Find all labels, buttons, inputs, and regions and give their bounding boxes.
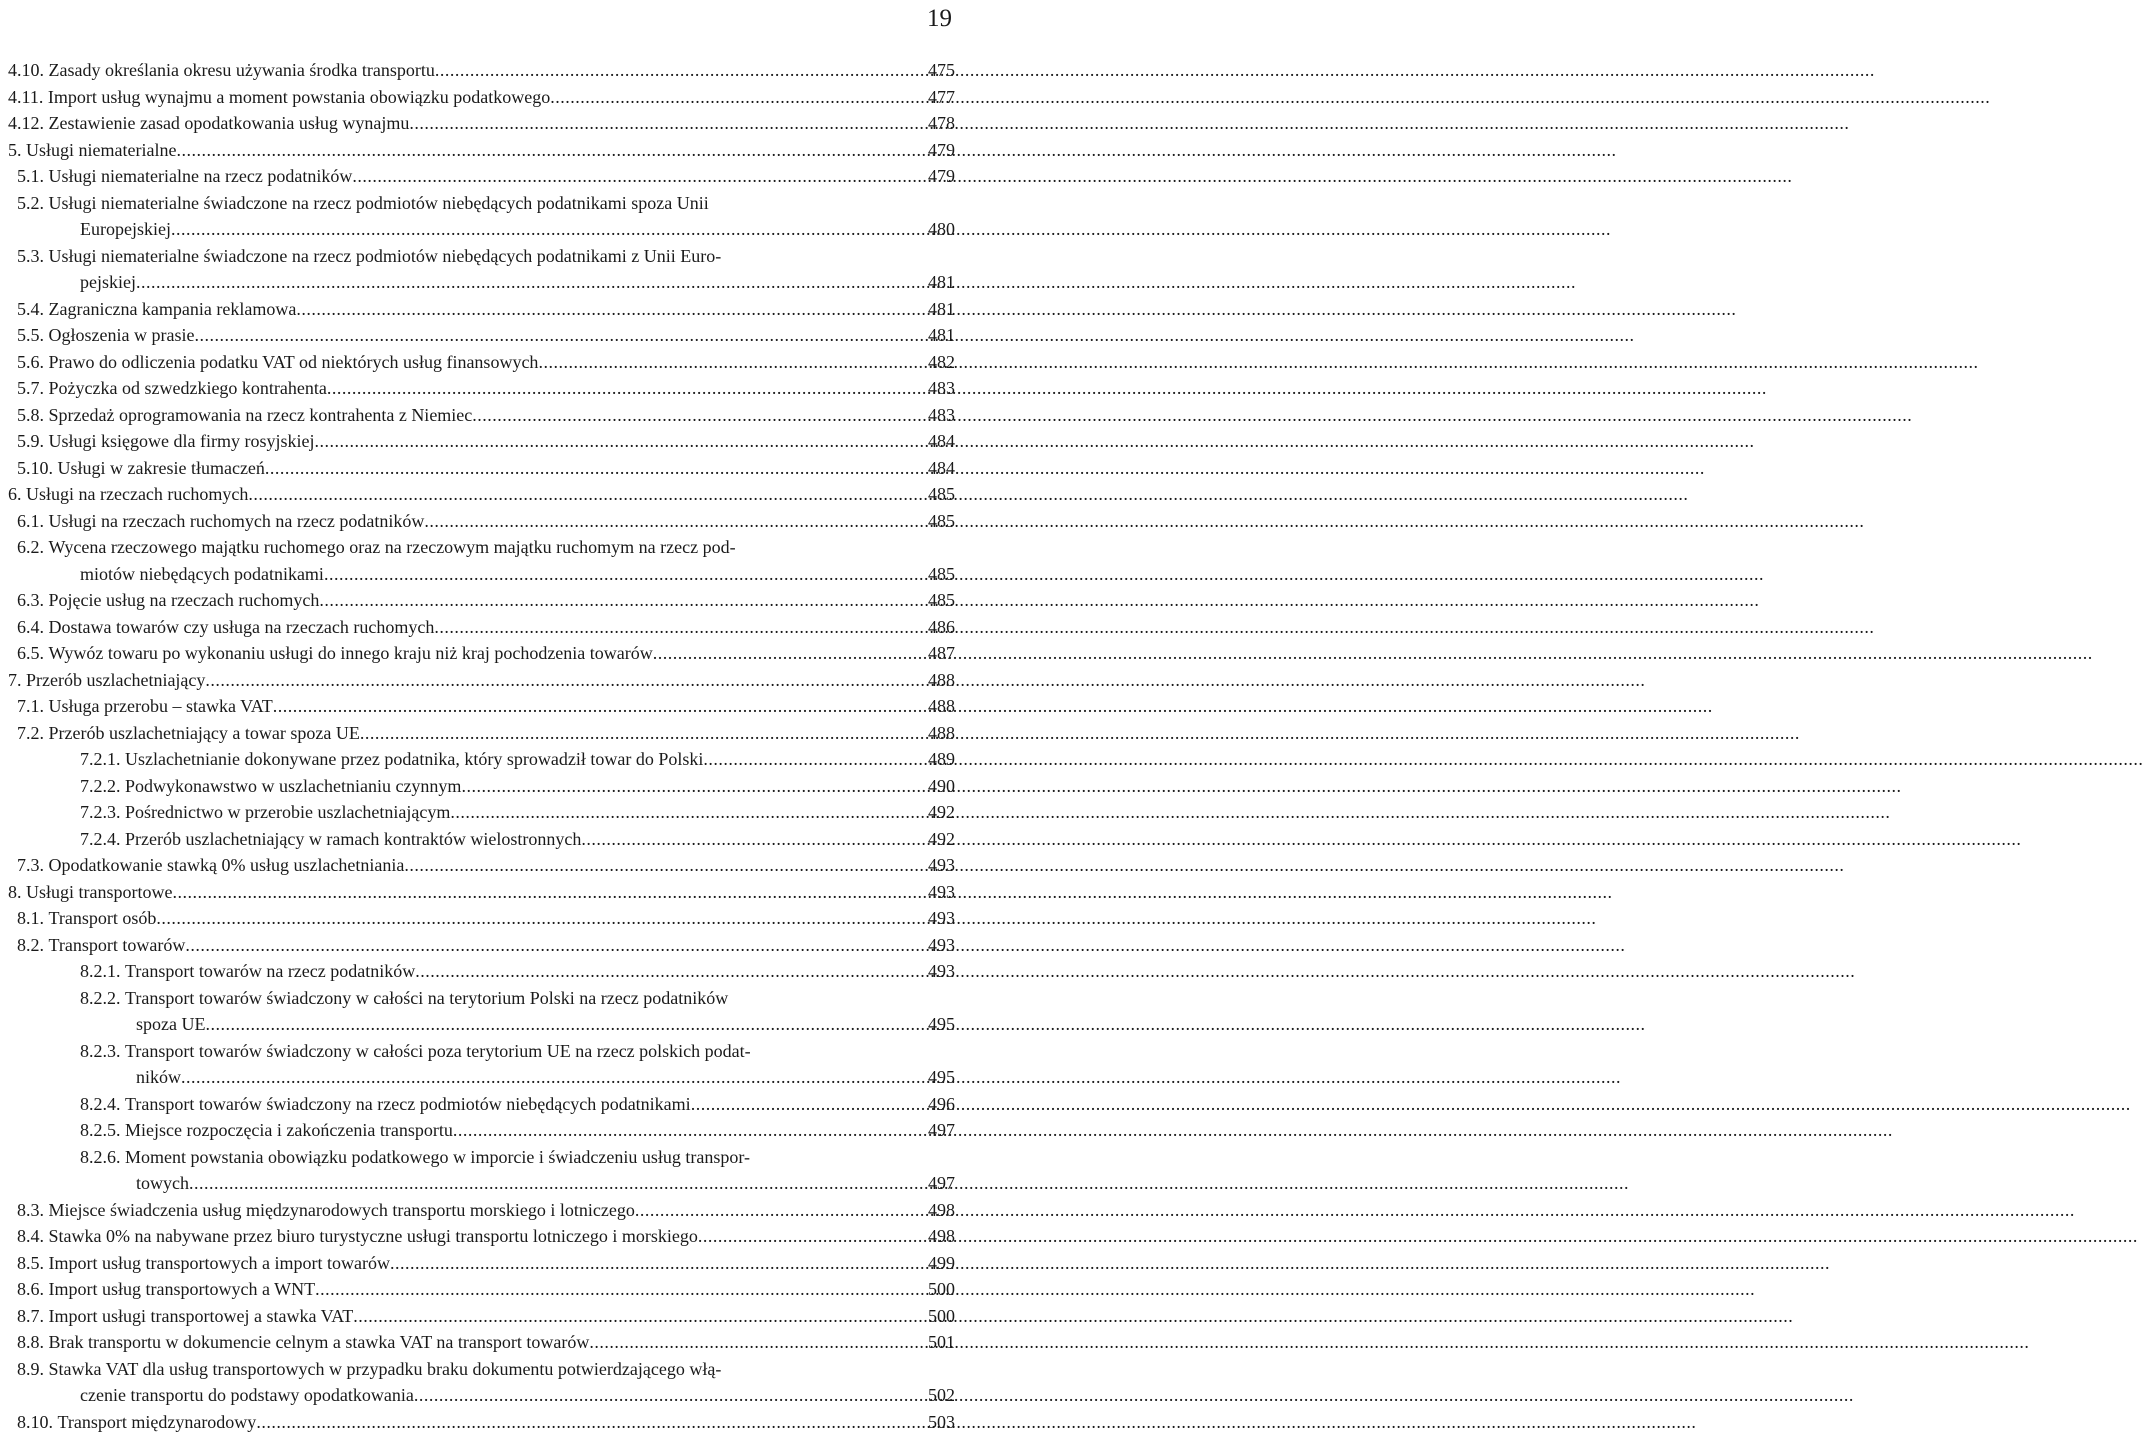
toc-entry [8, 110, 955, 137]
toc-entry [8, 1038, 955, 1065]
toc-entry-page: 500 [928, 1279, 955, 1299]
toc-entry-continuation [8, 1011, 955, 1038]
dot-leader [296, 296, 926, 323]
toc-entry [8, 481, 955, 508]
toc-entry [8, 826, 955, 853]
dot-leader [414, 1382, 926, 1409]
toc-entry-page: 502 [928, 1385, 955, 1405]
toc-entry-number: 7.1. [17, 696, 49, 716]
dot-leader [472, 402, 926, 429]
toc-entry-continuation [8, 216, 955, 243]
toc-entry-title: Ogłoszenia w prasie [48, 325, 195, 345]
toc-entry [8, 296, 955, 323]
dot-leader [434, 614, 926, 641]
toc-entry [8, 375, 955, 402]
toc-entry-page: 477 [928, 86, 955, 107]
toc-entry-title: Transport międzynarodowy [57, 1411, 257, 1432]
toc-entry-number: 5.9. [17, 431, 49, 451]
toc-entry-title: Przerób uszlachetniający w ramach kontraktów wielostronnych [125, 828, 582, 849]
toc-entry [8, 1144, 955, 1171]
toc-entry-title: towych [136, 1173, 189, 1193]
toc-entry-title: ników [136, 1067, 181, 1087]
toc-entry [8, 746, 955, 773]
dot-leader [353, 1303, 926, 1330]
dot-leader [194, 322, 926, 349]
toc-entry-page: 479 [928, 139, 955, 160]
toc-entry-number: 6.3. [17, 590, 49, 610]
page-number: 19 [927, 5, 952, 32]
dot-leader [653, 640, 926, 667]
toc-entry [8, 852, 955, 879]
toc-entry [8, 243, 955, 270]
toc-entry-number: 8.1. [17, 908, 49, 928]
dot-leader [248, 481, 926, 508]
toc-entry-page: 481 [928, 272, 955, 292]
toc-entry-title: Import usługi transportowej a stawka VAT [48, 1305, 354, 1326]
toc-entry-number: 6.1. [17, 510, 49, 531]
dot-leader [538, 349, 926, 376]
toc-entry [8, 402, 955, 429]
toc-entry-number: 4.12. [8, 113, 49, 133]
toc-entry-number: 4.10. [8, 60, 49, 80]
toc-entry-page: 484 [928, 457, 955, 478]
toc-entry-continuation [8, 1382, 955, 1409]
toc-entry-title: Transport osób [48, 908, 157, 928]
toc-entry-number: 7.2.3. [80, 802, 125, 822]
toc-entry-page: 479 [928, 166, 955, 186]
dot-leader [461, 773, 926, 800]
toc-entry-title: Europejskiej [80, 219, 171, 239]
dot-leader [589, 1329, 926, 1356]
dot-leader [181, 1064, 926, 1091]
toc-entry-number: 6.2. [17, 537, 49, 557]
toc-entry-number: 8. [8, 881, 26, 902]
dot-leader [327, 375, 926, 402]
toc-entry-number: 8.2.5. [80, 1120, 125, 1140]
dot-leader [171, 216, 926, 243]
toc-entry-number: 5.4. [17, 298, 49, 319]
dot-leader [409, 110, 926, 137]
toc-entry [8, 587, 955, 614]
dot-leader [352, 163, 926, 190]
toc-entry-page: 498 [928, 1199, 955, 1220]
toc-entry-page: 496 [928, 1093, 955, 1114]
toc-entry-title: Pożyczka od szwedzkiego kontrahenta [48, 378, 327, 398]
toc-entry [8, 799, 955, 826]
toc-entry [8, 932, 955, 959]
toc-entry-continuation [8, 269, 955, 296]
toc-entry-title: Transport towarów świadczony na rzecz podmiotów niebędących podatnikami [125, 1093, 691, 1114]
toc-entry [8, 1250, 955, 1277]
toc-entry-number: 8.3. [17, 1199, 49, 1220]
toc-entry [8, 349, 955, 376]
toc-entry-title: Opodatkowanie stawką 0% usług uszlachetniania [48, 855, 405, 875]
toc-entry-title: Usługi księgowe dla firmy rosyjskiej [48, 431, 315, 451]
toc-entry-title: Prawo do odliczenia podatku VAT od niektórych usług finansowych [48, 351, 539, 372]
toc-entry-page: 500 [928, 1305, 955, 1326]
toc-entry-continuation [8, 561, 955, 588]
toc-entry-number: 8.2.1. [80, 961, 125, 981]
toc-entry-number: 7.2.2. [80, 775, 125, 796]
toc-entry-number: 6.5. [17, 643, 49, 663]
toc-entry [8, 322, 955, 349]
toc-entry-number: 5.3. [17, 245, 49, 266]
toc-entry-title: czenie transportu do podstawy opodatkowania [80, 1385, 414, 1405]
toc-entry-page: 497 [928, 1120, 955, 1140]
toc-entry-title: Usługi niematerialne [26, 139, 177, 160]
toc-entry-number: 8.7. [17, 1305, 49, 1326]
toc-entry-page: 498 [928, 1226, 955, 1246]
toc-entry-title: Podwykonawstwo w uszlachetnianiu czynnym [125, 775, 462, 796]
toc-entry-title: Pośrednictwo w przerobie uszlachetniającym [125, 802, 451, 822]
toc-entry-page: 485 [928, 484, 955, 504]
toc-entry-number: 5. [8, 139, 26, 160]
toc-entry-title: Przerób uszlachetniający a towar spoza UE [48, 722, 360, 743]
dot-leader [424, 508, 926, 535]
toc-entry [8, 773, 955, 800]
toc-entry [8, 614, 955, 641]
toc-entry [8, 693, 955, 720]
toc-entry-continuation [8, 1170, 955, 1197]
toc-entry-title: Dostawa towarów czy usługa na rzeczach ruchomych [48, 616, 435, 637]
toc-entry [8, 1091, 955, 1118]
dot-leader [404, 852, 926, 879]
toc-entry-title: Usługi w zakresie tłumaczeń [57, 457, 265, 478]
dot-leader [256, 1409, 926, 1436]
toc-entry-page: 493 [928, 908, 955, 928]
toc-entry [8, 57, 955, 84]
toc-entry-number: 7.2.4. [80, 828, 125, 849]
toc-entry-title: Usługi niematerialne świadczone na rzecz podmiotów niebędących podatnikami spoza Unii [48, 192, 709, 213]
toc-entry-page: 493 [928, 881, 955, 902]
dot-leader [136, 269, 926, 296]
toc-entry [8, 137, 955, 164]
toc-entry-title: Wycena rzeczowego majątku ruchomego oraz na rzeczowym majątku ruchomym na rzecz pod- [48, 537, 736, 557]
toc-entry-number: 7.2.1. [80, 749, 125, 769]
toc-entry-title: Miejsce świadczenia usług międzynarodowych transportu morskiego i lotniczego [48, 1199, 635, 1220]
dot-leader [390, 1250, 926, 1277]
toc-entry [8, 428, 955, 455]
toc-entry-number: 5.5. [17, 325, 49, 345]
toc-entry-number: 8.2. [17, 934, 49, 955]
toc-entry [8, 1409, 955, 1436]
toc-entry-page: 480 [928, 219, 955, 239]
dot-leader [581, 826, 926, 853]
toc-entry-title: Stawka VAT dla usług transportowych w przypadku braku dokumentu potwierdzającego włą- [48, 1358, 722, 1379]
dot-leader [360, 720, 926, 747]
toc-entry-page: 497 [928, 1173, 955, 1193]
toc-entry-number: 8.2.2. [80, 987, 125, 1008]
toc-entry-title: Usługa przerobu – stawka VAT [48, 696, 273, 716]
toc-entry-number: 8.10. [17, 1411, 58, 1432]
toc-entry-page: 482 [928, 351, 955, 372]
dot-leader [265, 455, 926, 482]
toc-entry-page: 484 [928, 431, 955, 451]
toc-entry-number: 6.4. [17, 616, 49, 637]
toc-entry-title: Stawka 0% na nabywane przez biuro turystyczne usługi transportu lotniczego i morskiego [48, 1226, 698, 1246]
toc-entry-title: Zestawienie zasad opodatkowania usług wynajmu [48, 113, 410, 133]
toc-entry-page: 495 [928, 1067, 955, 1087]
toc-entry-title: Import usług transportowych a import towarów [48, 1252, 390, 1273]
toc-entry [8, 720, 955, 747]
toc-entry-title: Transport towarów [48, 934, 186, 955]
toc-entry [8, 1356, 955, 1383]
toc-entry-number: 5.1. [17, 166, 49, 186]
toc-entry-title: Brak transportu w dokumencie celnym a stawka VAT na transport towarów [48, 1332, 590, 1352]
toc-entry-page: 501 [928, 1332, 955, 1352]
toc-entry-page: 495 [928, 1014, 955, 1034]
toc-entry-page: 485 [928, 510, 955, 531]
toc-entry-page: 492 [928, 828, 955, 849]
toc-entry-title: Miejsce rozpoczęcia i zakończenia transportu [125, 1120, 453, 1140]
toc-entry-number: 7. [8, 669, 26, 690]
document-page [0, 0, 960, 1454]
toc-entry-title: Usługi na rzeczach ruchomych na rzecz podatników [48, 510, 425, 531]
toc-entry [8, 190, 955, 217]
toc-entry-title: Transport towarów świadczony w całości na terytorium Polski na rzecz podatników [125, 987, 729, 1008]
dot-leader [315, 1276, 926, 1303]
toc-entry-title: Import usług transportowych a WNT [48, 1279, 316, 1299]
toc-entry-title: Uszlachetnianie dokonywane przez podatnika, który sprowadził towar do Polski [125, 749, 704, 769]
toc-entry [8, 879, 955, 906]
dot-leader [703, 746, 926, 773]
toc-entry [8, 455, 955, 482]
toc-entry-number: 8.4. [17, 1226, 49, 1246]
table-of-contents [8, 57, 955, 1435]
toc-entry-page: 475 [928, 60, 955, 80]
toc-entry-title: miotów niebędących podatnikami [80, 563, 324, 584]
toc-entry-page: 493 [928, 934, 955, 955]
toc-entry-number: 8.2.3. [80, 1040, 125, 1061]
dot-leader [635, 1197, 926, 1224]
toc-entry-title: Usługi transportowe [26, 881, 173, 902]
toc-entry-page: 481 [928, 325, 955, 345]
toc-entry-page: 489 [928, 749, 955, 769]
toc-entry-page: 483 [928, 404, 955, 425]
toc-entry-title: Zasady określania okresu używania środka transportu [48, 60, 435, 80]
toc-entry [8, 1276, 955, 1303]
toc-entry-page: 478 [928, 113, 955, 133]
toc-entry-page: 487 [928, 643, 955, 663]
dot-leader [453, 1117, 926, 1144]
dot-leader [550, 84, 926, 111]
toc-entry [8, 1117, 955, 1144]
toc-entry-number: 5.2. [17, 192, 49, 213]
toc-entry [8, 163, 955, 190]
toc-entry-page: 490 [928, 775, 955, 796]
toc-entry-title: Zagraniczna kampania reklamowa [48, 298, 297, 319]
toc-entry [8, 1303, 955, 1330]
toc-entry-title: Usługi na rzeczach ruchomych [26, 484, 249, 504]
toc-entry-title: Moment powstania obowiązku podatkowego w imporcie i świadczeniu usług transpor- [125, 1146, 750, 1167]
toc-entry-number: 5.6. [17, 351, 49, 372]
dot-leader [176, 137, 926, 164]
toc-entry [8, 985, 955, 1012]
toc-entry-number: 8.9. [17, 1358, 49, 1379]
dot-leader [314, 428, 926, 455]
toc-entry-number: 7.3. [17, 855, 49, 875]
toc-entry-number: 6. [8, 484, 26, 504]
dot-leader [205, 667, 926, 694]
toc-entry-number: 5.8. [17, 404, 49, 425]
toc-entry-number: 7.2. [17, 722, 49, 743]
toc-entry-number: 4.11. [8, 86, 48, 107]
toc-entry-page: 483 [928, 378, 955, 398]
dot-leader [156, 905, 926, 932]
toc-entry-title: pejskiej [80, 272, 136, 292]
toc-entry-number: 8.8. [17, 1332, 49, 1352]
toc-entry-number: 8.6. [17, 1279, 49, 1299]
toc-entry-title: Sprzedaż oprogramowania na rzecz kontrahenta z Niemiec [48, 404, 473, 425]
toc-entry-number: 8.5. [17, 1252, 49, 1273]
toc-entry-continuation [8, 1064, 955, 1091]
toc-entry-page: 488 [928, 669, 955, 690]
toc-entry-number: 8.2.4. [80, 1093, 125, 1114]
dot-leader [185, 932, 926, 959]
toc-entry-title: Usługi niematerialne na rzecz podatników [48, 166, 353, 186]
toc-entry [8, 905, 955, 932]
toc-entry [8, 1197, 955, 1224]
toc-entry-title: spoza UE [136, 1014, 206, 1034]
toc-entry-title: Transport towarów na rzecz podatników [125, 961, 416, 981]
toc-entry-page: 486 [928, 616, 955, 637]
toc-entry-title: Import usług wynajmu a moment powstania obowiązku podatkowego [47, 86, 551, 107]
dot-leader [172, 879, 926, 906]
toc-entry-page: 488 [928, 722, 955, 743]
toc-entry-number: 5.10. [17, 457, 58, 478]
dot-leader [415, 958, 926, 985]
toc-entry [8, 1223, 955, 1250]
toc-entry-number: 5.7. [17, 378, 49, 398]
toc-entry [8, 640, 955, 667]
toc-entry-title: Przerób uszlachetniający [26, 669, 206, 690]
toc-entry [8, 1329, 955, 1356]
toc-entry-page: 485 [928, 563, 955, 584]
toc-entry-title: Transport towarów świadczony w całości poza terytorium UE na rzecz polskich podat- [125, 1040, 751, 1061]
toc-entry-page: 503 [928, 1411, 955, 1432]
toc-entry-title: Pojęcie usług na rzeczach ruchomych [48, 590, 320, 610]
toc-entry [8, 958, 955, 985]
toc-entry-number: 8.2.6. [80, 1146, 125, 1167]
dot-leader [435, 57, 926, 84]
toc-entry [8, 667, 955, 694]
toc-entry-page: 488 [928, 696, 955, 716]
toc-entry-title: Wywóz towaru po wykonaniu usługi do innego kraju niż kraj pochodzenia towarów [48, 643, 653, 663]
dot-leader [691, 1091, 926, 1118]
dot-leader [698, 1223, 926, 1250]
dot-leader [324, 561, 926, 588]
dot-leader [319, 587, 926, 614]
dot-leader [205, 1011, 926, 1038]
toc-entry [8, 534, 955, 561]
toc-entry-page: 485 [928, 590, 955, 610]
toc-entry-page: 492 [928, 802, 955, 822]
toc-entry-title: Usługi niematerialne świadczone na rzecz podmiotów niebędących podatnikami z Unii Euro- [48, 245, 722, 266]
toc-entry-page: 481 [928, 298, 955, 319]
dot-leader [189, 1170, 926, 1197]
toc-entry [8, 508, 955, 535]
toc-entry-page: 493 [928, 961, 955, 981]
dot-leader [450, 799, 926, 826]
toc-entry [8, 84, 955, 111]
toc-entry-page: 499 [928, 1252, 955, 1273]
toc-entry-page: 493 [928, 855, 955, 875]
dot-leader [273, 693, 926, 720]
